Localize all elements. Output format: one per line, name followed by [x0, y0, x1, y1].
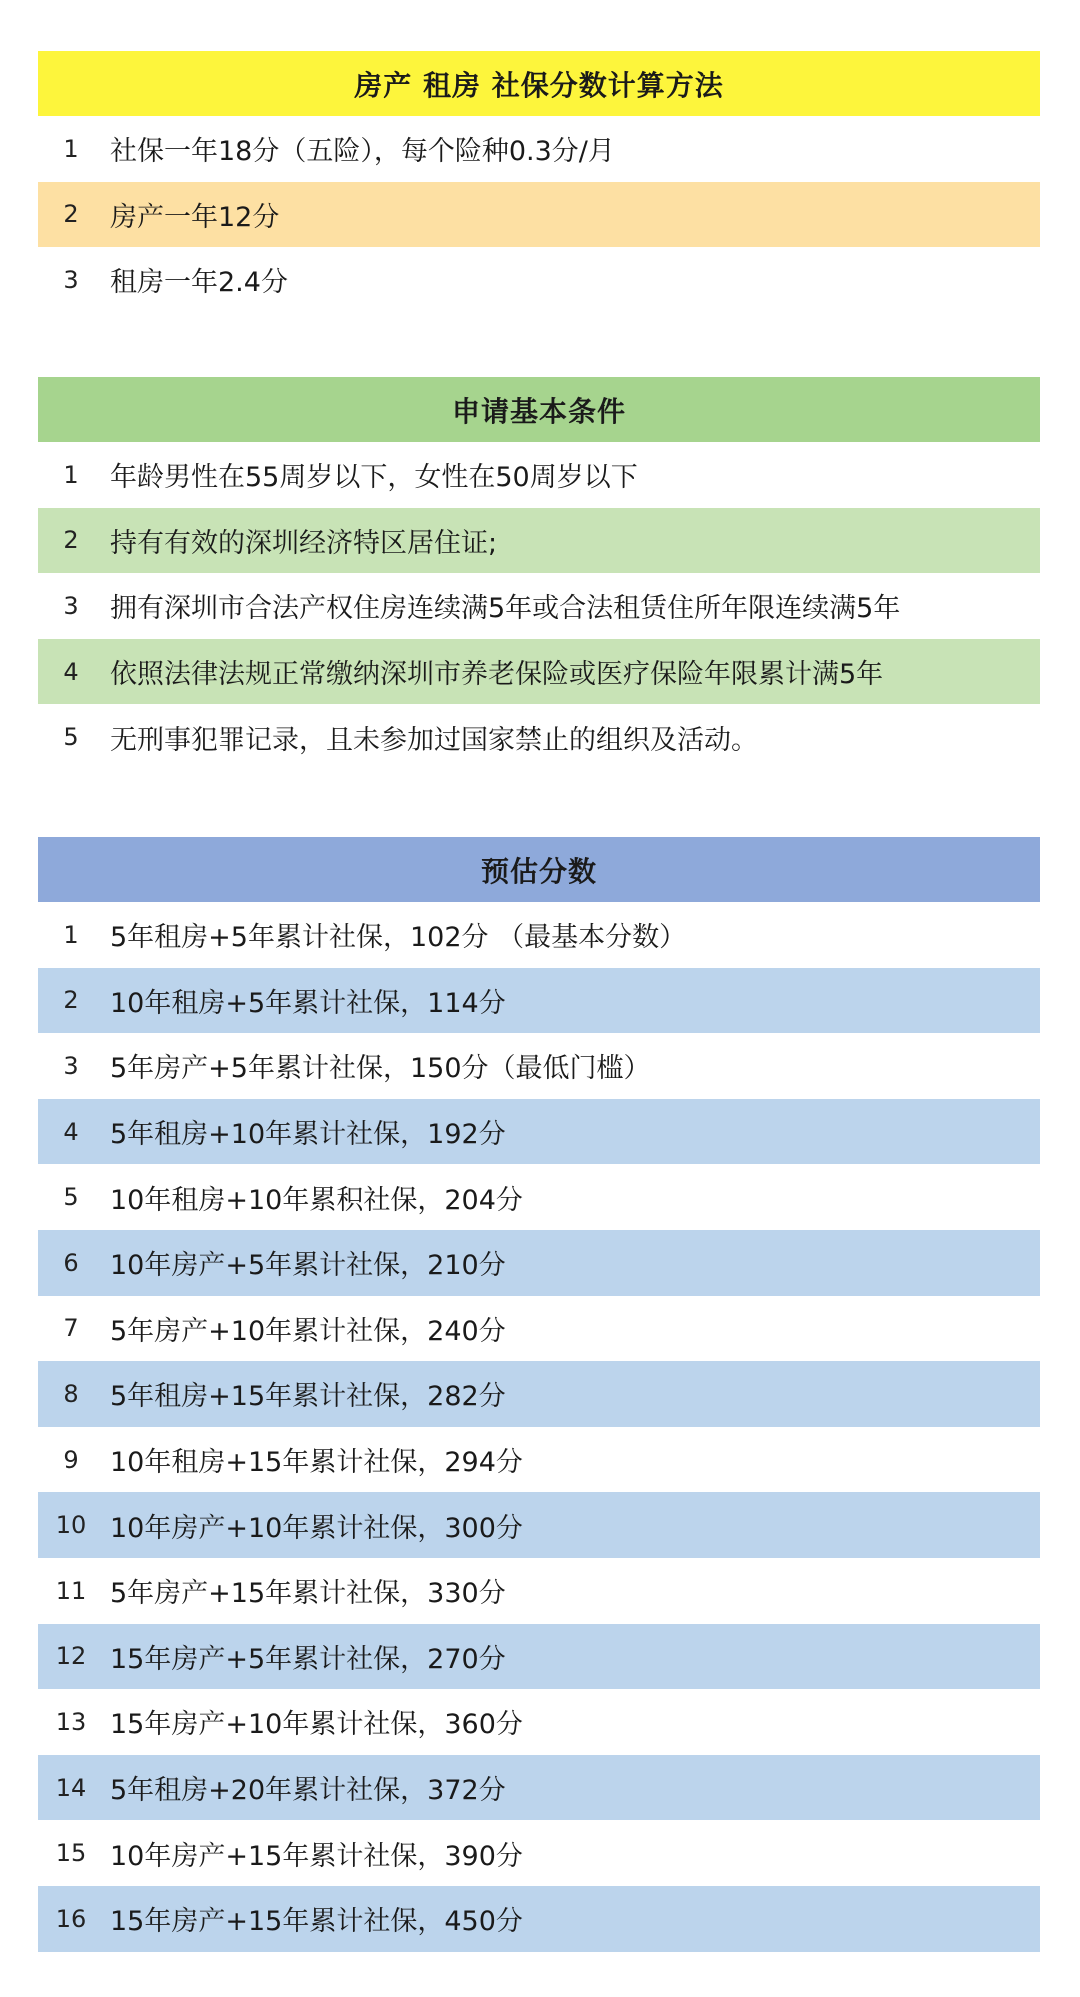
table-row	[38, 182, 1040, 248]
row-number: 10	[55, 1511, 87, 1540]
row-text: 10年房产+5年累计社保，210分	[110, 1250, 506, 1282]
row-number: 1	[63, 134, 79, 163]
table-row	[38, 968, 1040, 1034]
row-text: 15年房产+15年累计社保，450分	[110, 1906, 523, 1938]
row-number: 3	[63, 591, 79, 620]
row-number: 11	[55, 1576, 87, 1605]
table-row	[38, 1624, 1040, 1690]
row-text: 持有有效的深圳经济特区居住证;	[110, 527, 498, 559]
table-row	[38, 442, 1040, 508]
estimated-score-title: 预估分数	[38, 837, 1040, 902]
row-text: 房产一年12分	[110, 201, 280, 233]
table-row	[38, 1361, 1040, 1427]
basic-conditions-title: 申请基本条件	[38, 377, 1040, 442]
table-row	[38, 508, 1040, 574]
row-text: 依照法律法规正常缴纳深圳市养老保险或医疗保险年限累计满5年	[110, 659, 884, 691]
table-row	[38, 1820, 1040, 1886]
row-text: 15年房产+10年累计社保，360分	[110, 1709, 523, 1741]
row-text: 社保一年18分（五险），每个险种0.3分/月	[110, 136, 615, 168]
row-text: 10年租房+15年累计社保，294分	[110, 1447, 523, 1479]
row-text: 5年房产+10年累计社保，240分	[110, 1315, 506, 1347]
row-number: 7	[63, 1314, 79, 1343]
table-row	[38, 1886, 1040, 1952]
row-text: 5年租房+10年累计社保，192分	[110, 1119, 506, 1151]
row-number: 5	[63, 1183, 79, 1212]
row-number: 3	[63, 265, 79, 294]
score-method-title: 房产 租房 社保分数计算方法	[38, 51, 1040, 116]
table-row	[38, 1296, 1040, 1362]
basic-conditions-table	[38, 377, 1040, 770]
row-number: 1	[63, 460, 79, 489]
table-row	[38, 1230, 1040, 1296]
table-row	[38, 1689, 1040, 1755]
row-number: 1	[63, 920, 79, 949]
row-number: 4	[63, 657, 79, 686]
table-row	[38, 573, 1040, 639]
row-number: 9	[63, 1445, 79, 1474]
row-text: 5年租房+20年累计社保，372分	[110, 1775, 506, 1807]
row-text: 5年房产+5年累计社保，150分（最低门槛）	[110, 1053, 651, 1085]
row-number: 14	[55, 1773, 87, 1802]
row-text: 5年租房+15年累计社保，282分	[110, 1381, 506, 1413]
row-text: 年龄男性在55周岁以下，女性在50周岁以下	[110, 462, 638, 494]
row-text: 无刑事犯罪记录，且未参加过国家禁止的组织及活动。	[110, 724, 758, 756]
row-number: 12	[55, 1642, 87, 1671]
table-row	[38, 1099, 1040, 1165]
table-row	[38, 1427, 1040, 1493]
score-method-table	[38, 51, 1040, 313]
row-text: 租房一年2.4分	[110, 267, 288, 299]
row-number: 2	[63, 200, 79, 229]
row-number: 4	[63, 1117, 79, 1146]
row-number: 15	[55, 1839, 87, 1868]
row-text: 10年租房+10年累积社保，204分	[110, 1184, 523, 1216]
table-row	[38, 1164, 1040, 1230]
row-number: 2	[63, 986, 79, 1015]
row-number: 5	[63, 723, 79, 752]
table-row	[38, 116, 1040, 182]
table-row	[38, 1492, 1040, 1558]
table-row	[38, 902, 1040, 968]
row-text: 15年房产+5年累计社保，270分	[110, 1643, 506, 1675]
table-row	[38, 1033, 1040, 1099]
table-row	[38, 704, 1040, 770]
table-row	[38, 1558, 1040, 1624]
row-text: 5年租房+5年累计社保，102分 （最基本分数）	[110, 922, 687, 954]
row-number: 16	[55, 1904, 87, 1933]
row-text: 5年房产+15年累计社保，330分	[110, 1578, 506, 1610]
table-row	[38, 247, 1040, 313]
table-row	[38, 639, 1040, 705]
row-text: 10年房产+10年累计社保，300分	[110, 1512, 523, 1544]
row-text: 10年房产+15年累计社保，390分	[110, 1840, 523, 1872]
row-number: 8	[63, 1379, 79, 1408]
row-number: 6	[63, 1248, 79, 1277]
row-number: 13	[55, 1707, 87, 1736]
row-text: 拥有深圳市合法产权住房连续满5年或合法租赁住所年限连续满5年	[110, 593, 901, 625]
row-number: 2	[63, 526, 79, 555]
estimated-score-table	[38, 837, 1040, 1952]
table-row	[38, 1755, 1040, 1821]
row-number: 3	[63, 1051, 79, 1080]
row-text: 10年租房+5年累计社保，114分	[110, 987, 506, 1019]
